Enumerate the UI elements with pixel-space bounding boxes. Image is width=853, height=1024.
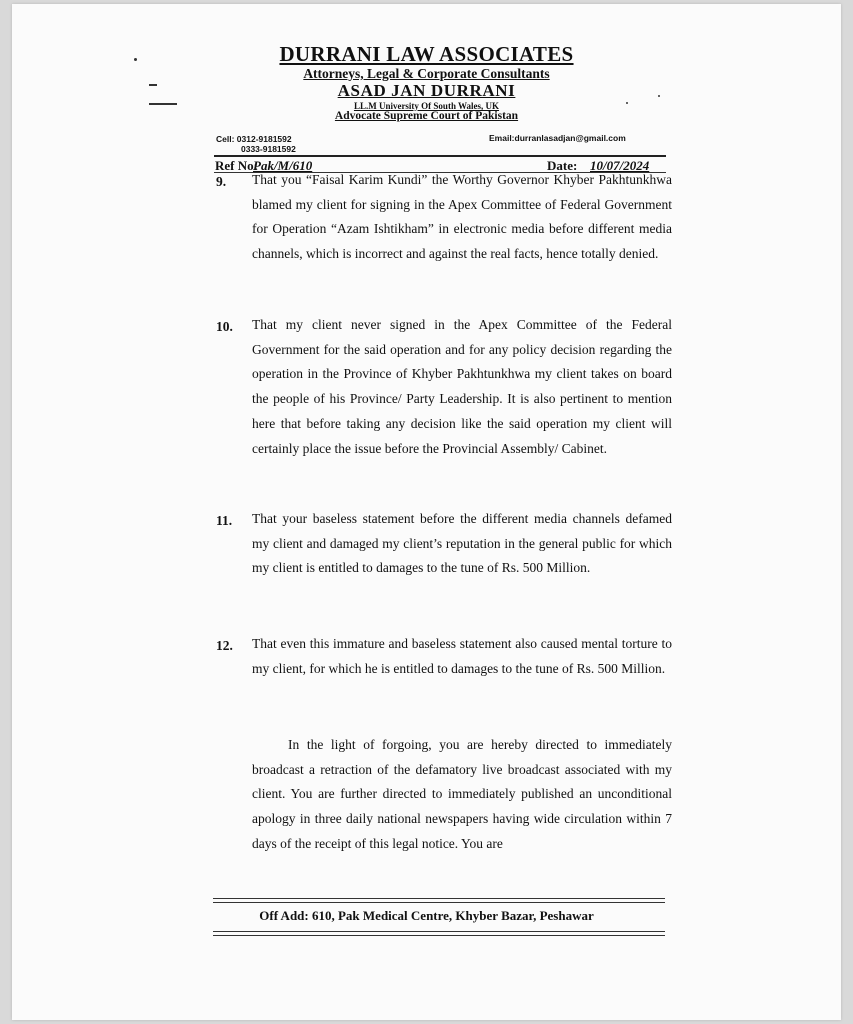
paragraph-number: 9.	[216, 174, 227, 189]
paragraph-text: That your baseless statement before the different media channels defamed my client and damaged my client’s reputation in the general public for which my client is entitled to damages to the tune of Rs. 500 Million.	[252, 511, 672, 576]
header-divider	[214, 155, 666, 157]
firm-subtitle: Attorneys, Legal & Corporate Consultants	[303, 66, 550, 81]
date-label: Date:	[547, 158, 578, 173]
footer-divider-bottom	[213, 931, 665, 936]
lawyer-qualification: LL.M University Of South Wales, UK	[353, 101, 500, 111]
paragraph-number: 12.	[216, 638, 233, 653]
cell-number-1: Cell: 0312-9181592	[216, 134, 292, 144]
paragraph-number: 10.	[216, 319, 233, 334]
footer-divider-top	[213, 898, 665, 903]
lawyer-name: ASAD JAN DURRANI	[337, 81, 516, 100]
date-value: 10/07/2024	[590, 158, 650, 173]
paragraph-text: That my client never signed in the Apex Committee of the Federal Government for the said operation and for any policy decision regarding the operation in the Province of Khyber Pakhtunkhwa my client takes on board the people of his Province/ Party Leadership. It is also pertinent to mention here that before taking any decision like the said operation my client will certainly place the issue before the Provincial Assembly/ Cabinet.	[252, 317, 672, 456]
closing-paragraph: In the light of forgoing, you are hereby directed to immediately broadcast a retraction of the defamatory live broadcast associated with my client. You are further directed to immediately published an unconditional apology in three daily national newspapers having wide circulation within 7 days of the receipt of this legal notice. You are	[252, 737, 672, 851]
email-address: Email:durranlasadjan@gmail.com	[489, 133, 626, 143]
lawyer-designation: Advocate Supreme Court of Pakistan	[334, 110, 519, 122]
firm-name: DURRANI LAW ASSOCIATES	[279, 42, 574, 66]
ref-label: Ref No:	[215, 158, 258, 173]
ref-number: Pak/M/610	[253, 158, 313, 173]
paragraph-text: That you “Faisal Karim Kundi” the Worthy Governor Khyber Pakhtunkhwa blamed my client for signing in the Apex Committee of Federal Government for Operation “Azam Ishtikham” in electronic media before different media channels, which is incorrect and against the real facts, hence totally denied.	[252, 172, 672, 262]
paragraph-number: 11.	[216, 513, 233, 528]
cell-number-2: 0333-9181592	[241, 144, 296, 154]
paragraph-text: That even this immature and baseless statement also caused mental torture to my client, for which he is entitled to damages to the tune of Rs. 500 Million.	[252, 636, 672, 676]
office-address: Off Add: 610, Pak Medical Centre, Khyber Bazar, Peshawar	[259, 908, 594, 923]
